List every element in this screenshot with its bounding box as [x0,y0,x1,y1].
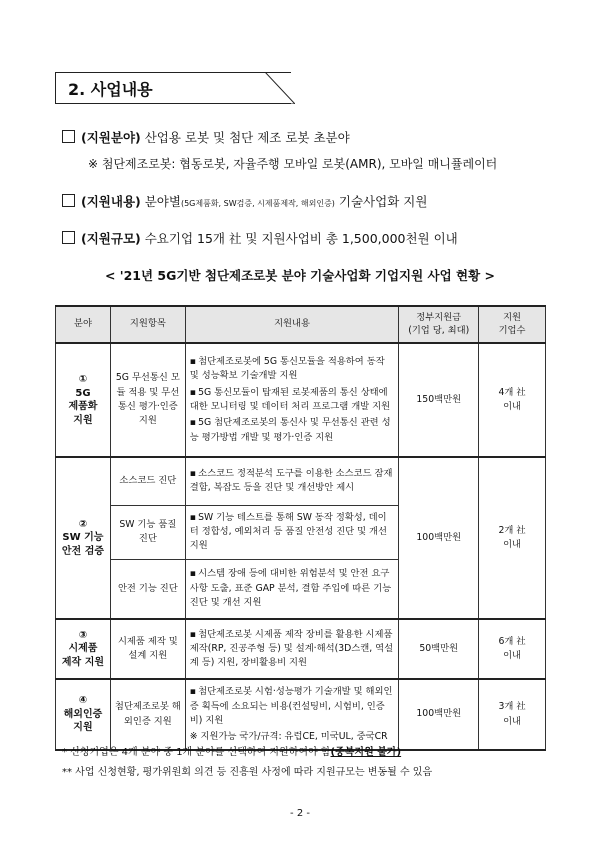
page-number: - 2 - [290,808,310,819]
footnote-emphasis: (중복지원 불가) [330,747,402,758]
item-cell: 시제품 제작 및 설계 지원 [110,619,185,679]
section-title: 2. 사업내용 [68,80,153,99]
bullet-text: ▪ 5G 첨단제조로봇의 통신사 및 무선통신 관련 성능 평가방법 개발 및 평가·인증 지원 [190,416,395,445]
item-support-field [62,128,350,146]
table-row [56,619,546,679]
content-cell [185,559,399,619]
item-text-post: 기술사업화 지원 [334,194,428,209]
amount-cell: 100백만원 [399,457,479,619]
header-count: 지원 기업수 [479,306,546,343]
amount-cell: 50백만원 [399,619,479,679]
table-row [56,679,546,750]
item-label: (지원분야) [81,130,141,145]
item-cell: SW 기능 품질 진단 [110,505,185,559]
item-cell: 안전 기능 진단 [110,559,185,619]
section-heading-diagonal [265,72,295,104]
bullet-text: ▪ 첨단제조로봇 시험·성능평가 기술개발 및 해외인증 획득에 소요되는 비용(컨설팅비, 시험비, 인증비) 지원 [190,685,395,728]
item-cell: 소스코드 진단 [110,457,185,505]
note-text: ※ 지원가능 국가/규격: 유럽CE, 미국UL, 중국CR [189,731,388,743]
content-cell [185,679,399,750]
table-row [56,343,546,457]
bullet-text: ▪ 시스템 장애 등에 대비한 위험분석 및 안전 요구사항 도출, 표준 GAP 분석, 결함 주입에 따른 기능 진단 및 개선 지원 [190,567,395,610]
bullet-text: ▪ 첨단제조로봇 시제품 제작 장비를 활용한 시제품 제작(RP, 진공주형 등) 및 설계·해석(3D스캔, 역설계 등) 지원, 장비활용비 지원 [190,628,395,671]
header-amount: 정부지원금 (기업 당, 최대) [399,306,479,343]
bullet-text: ▪ 첨단제조로봇에 5G 통신모듈을 적용하여 동작 및 성능확보 기술개발 지원 [190,355,395,384]
bullet-text: ▪ 5G 통신모듈이 탑재된 로봇제품의 통신 상태에 대한 모니터링 및 데이터 처리 프로그램 개발 지원 [190,386,395,415]
content-cell [185,505,399,559]
footnote-text: * 신청기업은 4개 분야 중 1개 분야를 선택하여 지원하여야 함 [62,747,331,758]
checkbox-icon [62,231,75,244]
content-cell [185,619,399,679]
support-table [55,305,546,751]
item-support-scale [62,229,458,247]
subnote: ※ 첨단제조로봇: 협동로봇, 자율주행 모바일 로봇(AMR), 모바일 매니퓰레이터 [88,157,498,171]
area-cell: ① 5G 제품화 지원 [56,343,111,457]
table-row [56,457,546,505]
item-text: 분야별 [144,194,181,209]
count-cell: 4개 社 이내 [479,343,546,457]
count-cell: 6개 社 이내 [479,619,546,679]
amount-cell: 150백만원 [399,343,479,457]
area-cell: ③ 시제품 제작 지원 [56,619,111,679]
bullet-text: ▪ 소스코드 정적분석 도구를 이용한 소스코드 잠재결함, 복잡도 등을 진단 및 개선방안 제시 [190,467,395,496]
area-cell: ④ 해외인증 지원 [56,679,111,750]
item-cell: 5G 무선통신 모듈 적용 및 무선통신 평가·인증 지원 [110,343,185,457]
count-cell: 2개 社 이내 [479,457,546,619]
item-label: (지원내용) [81,194,141,209]
item-cell: 첨단제조로봇 해외인증 지원 [110,679,185,750]
table-title: < '21년 5G기반 첨단제조로봇 분야 기술사업화 기업지원 사업 현황 > [104,268,496,283]
item-text-small: (5G제품화, SW검증, 시제품제작, 해외인증) [180,199,335,208]
item-support-content [62,192,427,210]
item-text: 산업용 로봇 및 첨단 제조 로봇 초분야 [144,130,350,145]
area-cell: ② SW 기능 안전 검증 [56,457,111,619]
table-header-row [56,306,546,343]
item-text: 수요기업 15개 社 및 지원사업비 총 1,500,000천원 이내 [144,231,458,246]
amount-cell: 100백만원 [399,679,479,750]
checkbox-icon [62,130,75,143]
checkbox-icon [62,194,75,207]
count-cell: 3개 社 이내 [479,679,546,750]
content-cell [185,343,399,457]
header-area: 분야 [56,306,111,343]
header-content: 지원내용 [185,306,399,343]
footnote-one [62,743,401,758]
header-item: 지원항목 [110,306,185,343]
bullet-text: ▪ SW 기능 테스트를 통해 SW 동작 정확성, 데이터 정합성, 예외처리 등 품질 안전성 진단 및 개선 지원 [190,511,395,554]
item-label: (지원규모) [81,231,141,246]
footnote-two: ** 사업 신청현황, 평가위원회 의견 등 진흥원 사정에 따라 지원규모는 변동될 수 있음 [62,767,433,778]
content-cell [185,457,399,505]
